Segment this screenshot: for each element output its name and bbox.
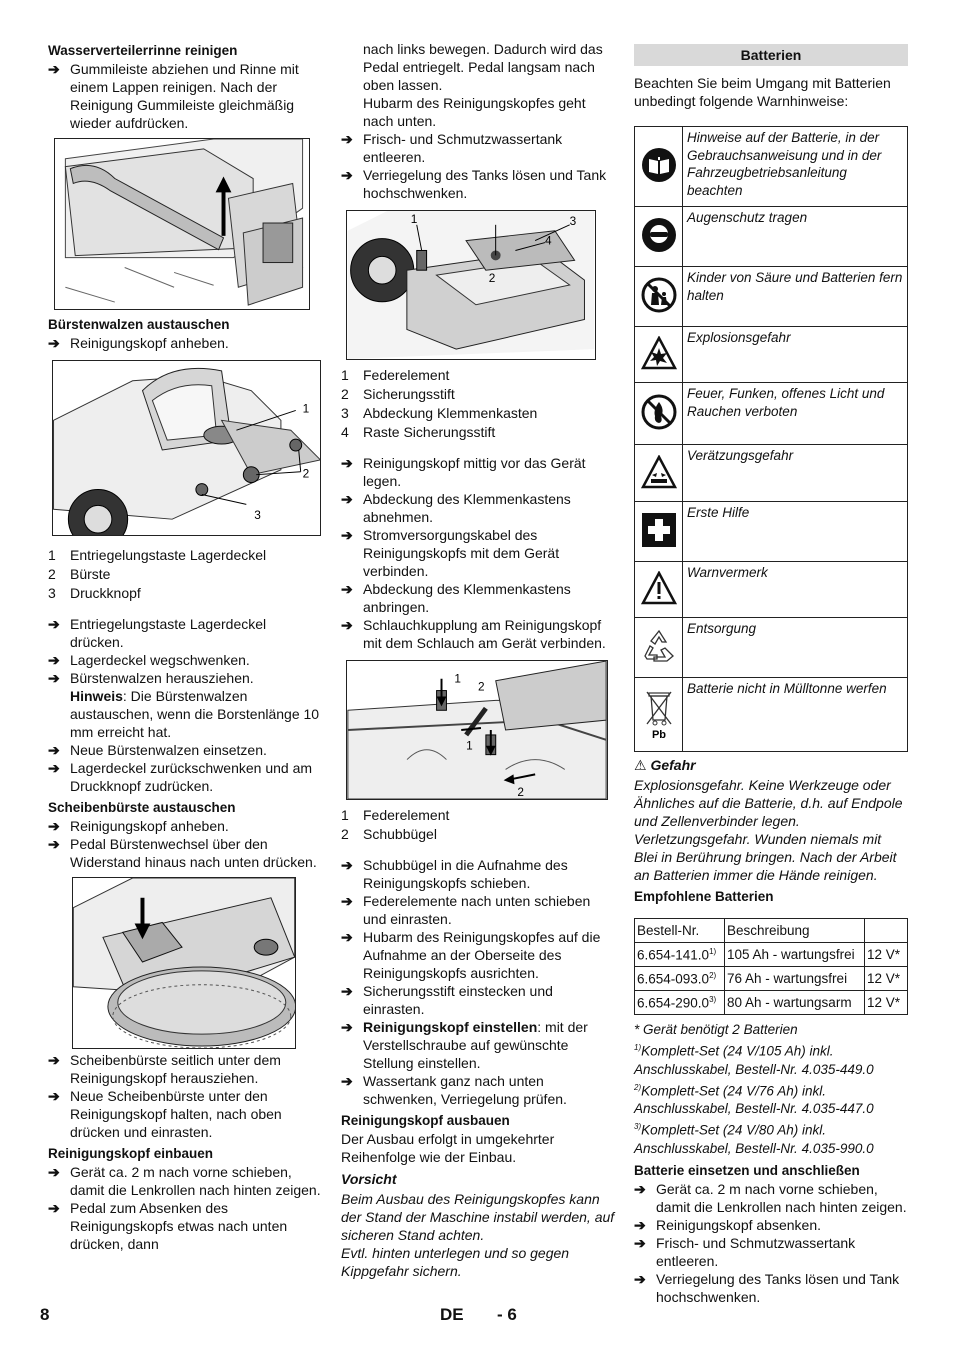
step	[48, 651, 322, 669]
danger-text: Explosionsgefahr. Keine Werkzeuge oder Ähnliches auf die Batterie, d.h. auf Endpole und Zellenverbinder legen.	[634, 777, 903, 829]
footnote: $^{1)}$Komplett-Set (24 V/105 Ah) inkl. Anschlusskabel, Bestell-Nr. 4.035-449.0	[634, 1043, 874, 1077]
footnote: $^{2)}$Komplett-Set (24 V/76 Ah) inkl. Anschlusskabel, Bestell-Nr. 4.035-447.0	[634, 1082, 874, 1116]
step	[634, 1216, 908, 1234]
step-list	[48, 817, 322, 871]
section-heading: Bürstenwalzen austauschen	[48, 317, 230, 332]
arrow-right-icon: ➔	[341, 167, 353, 183]
step	[48, 60, 322, 132]
legend-number: 1	[341, 807, 349, 823]
arrow-right-icon: ➔	[48, 1164, 60, 1180]
step-list	[48, 615, 322, 687]
step	[48, 1163, 322, 1199]
arrow-right-icon: ➔	[48, 61, 60, 77]
legend-text: Sicherungsstift	[363, 386, 455, 402]
step-list	[48, 60, 322, 132]
step-text: Frisch- und Schmutzwassertank entleeren.	[656, 1234, 856, 1269]
step-text: Reinigungskopf absenken.	[656, 1216, 822, 1233]
arrow-right-icon: ➔	[341, 491, 353, 507]
legend	[341, 366, 615, 442]
step-list	[48, 741, 322, 795]
step	[341, 454, 615, 490]
push-bracket-figure	[346, 660, 608, 800]
callout-1: 1	[466, 738, 473, 753]
step	[341, 490, 615, 526]
legend-number: 3	[341, 405, 349, 421]
legend-text: Bürste	[70, 566, 111, 582]
callout-1: 1	[410, 211, 418, 226]
step-text: Gerät ca. 2 m nach vorne schieben, damit die Lenkrollen nach hinten zeigen.	[656, 1180, 907, 1215]
step-text: Bürstenwalzen herausziehen.	[70, 670, 254, 686]
arrow-right-icon: ➔	[341, 1073, 353, 1089]
arrow-right-icon: ➔	[48, 818, 60, 834]
warning-row: Entsorgung	[635, 618, 908, 678]
table-row: 6.654-290.0$^{3)}$ 80 Ah - wartungsarm 12 V*	[635, 991, 908, 1015]
legend-number: 3	[48, 585, 56, 601]
legend-text: Schubbügel	[363, 826, 437, 842]
step-list	[634, 1180, 908, 1306]
legend-text: Raste Sicherungsstift	[363, 424, 496, 440]
step	[341, 580, 615, 616]
step	[341, 892, 615, 928]
step-text: Verriegelung des Tanks lösen und Tank hochschwenken.	[363, 167, 607, 201]
step	[48, 835, 322, 871]
warning-row: Augenschutz tragen	[635, 207, 908, 267]
step-text: Lagerdeckel zurückschwenken und am Druckknopf zudrücken.	[70, 760, 313, 794]
warning-row: Pb Batterie nicht in Mülltonne werfen	[635, 678, 908, 752]
step	[48, 741, 322, 759]
first-aid-icon	[641, 512, 677, 548]
step-text: Abdeckung des Klemmenkastens anbringen.	[363, 581, 571, 615]
callout-2: 2	[477, 679, 485, 694]
manual-icon	[641, 147, 677, 183]
callout-1: 1	[454, 671, 461, 686]
caution-label: Vorsicht	[341, 1171, 397, 1187]
step-list	[341, 454, 615, 652]
step-text: Federelemente nach unten schieben und einrasten.	[363, 893, 591, 927]
step	[634, 1270, 908, 1306]
legend-text: Entriegelungstaste Lagerdeckel	[70, 547, 267, 563]
arrow-right-icon: ➔	[48, 1088, 60, 1104]
brush-roller-figure	[52, 360, 321, 536]
step-list	[341, 856, 615, 1018]
callout-3: 3	[254, 508, 261, 523]
arrow-right-icon: ➔	[341, 617, 353, 633]
arrow-right-icon: ➔	[48, 652, 60, 668]
step	[341, 982, 615, 1018]
section-heading: Reinigungskopf ausbauen	[341, 1113, 510, 1128]
step	[48, 669, 322, 687]
arrow-right-icon: ➔	[341, 581, 353, 597]
legend-item	[48, 565, 322, 584]
legend-number: 1	[341, 367, 349, 383]
step-text: Verriegelung des Tanks lösen und Tank hochschwenken.	[656, 1270, 900, 1305]
step-text: Neue Bürstenwalzen einsetzen.	[70, 742, 267, 758]
arrow-right-icon: ➔	[341, 527, 353, 543]
arrow-right-icon: ➔	[48, 1052, 60, 1068]
arrow-right-icon: ➔	[48, 760, 60, 776]
legend-item	[48, 546, 322, 565]
corrosive-icon	[641, 455, 677, 489]
section-heading: Reinigungskopf einbauen	[48, 1146, 214, 1161]
legend-text: Abdeckung Klemmenkasten	[363, 405, 538, 421]
table-row: 6.654-093.0$^{2)}$ 76 Ah - wartungsfrei 12 V*	[635, 967, 908, 991]
tank-lock-figure	[346, 210, 596, 360]
step-text: Pedal zum Absenken des Reinigungskopfs etwas nach unten drücken, dann	[70, 1200, 288, 1252]
section-banner: Batterien	[634, 44, 908, 66]
column-2	[341, 40, 615, 1280]
warning-row: Explosionsgefahr	[635, 327, 908, 383]
step-text: Stromversorgungskabel des Reinigungskopfs mit dem Gerät verbinden.	[363, 527, 560, 579]
callout-2: 2	[488, 271, 496, 286]
step-text: Reinigungskopf mittig vor das Gerät legen.	[363, 455, 586, 489]
step	[341, 166, 615, 202]
warning-row: Warnvermerk	[635, 562, 908, 618]
table-row: 6.654-141.0$^{1)}$ 105 Ah - wartungsfrei 12 V*	[635, 943, 908, 967]
arrow-right-icon: ➔	[341, 893, 353, 909]
legend-number: 4	[341, 424, 349, 440]
legend-item	[341, 385, 615, 404]
water-channel-figure	[54, 138, 310, 310]
step-text: Gummileiste abziehen und Rinne mit einem Lappen reinigen. Nach der Reinigung Gummileiste gleichmäßig wieder aufdrücken.	[70, 61, 299, 131]
arrow-right-icon: ➔	[341, 131, 353, 147]
step	[48, 1087, 322, 1141]
step	[341, 526, 615, 580]
legend-text: Federelement	[363, 367, 450, 383]
arrow-right-icon: ➔	[634, 1270, 646, 1287]
arrow-right-icon: ➔	[341, 983, 353, 999]
legend-number: 2	[341, 386, 349, 402]
caution-text: Beim Ausbau des Reinigungskopfes kann der Stand der Maschine instabil werden, auf sicheren Stand achten.	[341, 1191, 615, 1243]
step	[341, 856, 615, 892]
callout-1: 1	[302, 401, 310, 416]
step-text: Lagerdeckel wegschwenken.	[70, 652, 250, 668]
legend-number: 2	[48, 566, 56, 582]
warning-row: Feuer, Funken, offenes Licht und Rauchen verboten	[635, 383, 908, 445]
step-list	[48, 1051, 322, 1141]
legend	[48, 546, 322, 603]
sub-page-number: - 6	[497, 1305, 517, 1324]
step	[341, 928, 615, 982]
warning-row: Erste Hilfe	[635, 502, 908, 562]
legend-item	[341, 366, 615, 385]
section-heading: Scheibenbürste austauschen	[48, 800, 236, 815]
arrow-right-icon: ➔	[341, 857, 353, 873]
continued-text: nach links bewegen. Dadurch wird das Pedal entriegelt. Pedal langsam nach oben lassen.	[363, 41, 603, 93]
arrow-right-icon: ➔	[341, 929, 353, 945]
callout-4: 4	[545, 233, 552, 248]
step-text: Wassertank ganz nach unten schwenken, Verriegelung prüfen.	[363, 1073, 567, 1107]
eye-protection-icon	[641, 217, 677, 253]
legend-item	[341, 825, 615, 844]
legend-text: Federelement	[363, 807, 450, 823]
pb-label: Pb	[651, 729, 666, 740]
arrow-right-icon: ➔	[341, 455, 353, 471]
warning-row: Verätzungsgefahr	[635, 445, 908, 502]
danger-heading: ⚠ Gefahr	[634, 757, 696, 773]
step	[48, 817, 322, 835]
caution-text: Evtl. hinten unterlegen und so gegen Kippgefahr sichern.	[341, 1245, 570, 1279]
disc-brush-figure	[72, 877, 296, 1049]
table-header-row: Bestell-Nr. Beschreibung	[635, 919, 908, 943]
intro-text: Beachten Sie beim Umgang mit Batterien unbedingt folgende Warnhinweise:	[634, 75, 891, 109]
step-text: Reinigungskopf anheben.	[70, 818, 229, 834]
arrow-right-icon: ➔	[48, 1200, 60, 1216]
column-1	[48, 40, 322, 1253]
legend-item	[341, 404, 615, 423]
step	[341, 616, 615, 652]
arrow-right-icon: ➔	[634, 1234, 646, 1251]
arrow-right-icon: ➔	[48, 616, 60, 632]
arrow-right-icon: ➔	[48, 670, 60, 686]
step-text: Schubbügel in die Aufnahme des Reinigungskopfs schieben.	[363, 857, 568, 891]
legend-number: 2	[341, 826, 349, 842]
step: ➔ Reinigungskopf einstellen: mit der Verstellschraube auf gewünschte Stellung einstellen.	[341, 1019, 588, 1071]
step-text: Pedal Bürstenwechsel über den Widerstand hinaus nach unten drücken.	[70, 836, 317, 870]
hint: Hinweis: Die Bürstenwalzen austauschen, wenn die Borstenlänge 10 mm erreicht hat.	[70, 688, 320, 740]
warning-row: Kinder von Säure und Batterien fern halten	[635, 267, 908, 327]
footnote: $^{3)}$Komplett-Set (24 V/80 Ah) inkl. Anschlusskabel, Bestell-Nr. 4.035-990.0	[634, 1122, 874, 1156]
legend-item	[341, 806, 615, 825]
language-code: DE	[440, 1305, 464, 1324]
battery-table	[634, 918, 908, 1015]
warning-triangle-icon: ⚠	[634, 757, 647, 773]
column-3	[634, 44, 908, 1306]
step	[634, 1180, 908, 1216]
section-heading: Batterie einsetzen und anschließen	[634, 1162, 860, 1178]
step-list	[48, 1163, 322, 1253]
recycling-icon	[640, 628, 678, 664]
legend-item	[341, 423, 615, 442]
section-heading: Empfohlene Batterien	[634, 889, 774, 904]
warning-row: Hinweise auf der Batterie, in der Gebrauchsanweisung und in der Fahrzeugbetriebsanleitung beachten	[635, 127, 908, 207]
step	[634, 1234, 908, 1270]
callout-2: 2	[517, 785, 524, 799]
arrow-right-icon: ➔	[48, 335, 60, 351]
step-text: Neue Scheibenbürste unter den Reinigungskopf halten, nach oben drücken und einrasten.	[70, 1088, 282, 1140]
footnote: * Gerät benötigt 2 Batterien	[634, 1022, 798, 1037]
step-text: Abdeckung des Klemmenkastens abnehmen.	[363, 491, 571, 525]
arrow-right-icon: ➔	[634, 1216, 646, 1233]
legend-text: Druckknopf	[70, 585, 141, 601]
step: ➔ Reinigungskopf anheben.	[48, 335, 229, 351]
step-list	[341, 130, 615, 202]
step-text: Sicherungsstift einstecken und einrasten.	[363, 983, 553, 1017]
legend-item	[48, 584, 322, 603]
danger-text: Verletzungsgefahr. Wunden niemals mit Blei in Berührung bringen. Nach der Arbeit an Batterien immer die Hände reinigen.	[634, 831, 897, 883]
no-trash-bin-icon	[641, 686, 677, 740]
step	[48, 1051, 322, 1087]
keep-children-away-icon	[641, 277, 677, 313]
callout-2: 2	[302, 466, 310, 481]
step-text: Schlauchkupplung am Reinigungskopf mit dem Schlauch am Gerät verbinden.	[363, 617, 606, 651]
arrow-right-icon: ➔	[48, 742, 60, 758]
paragraph: Der Ausbau erfolgt in umgekehrter Reihenfolge wie der Einbau.	[341, 1131, 555, 1165]
arrow-right-icon: ➔	[341, 1019, 353, 1035]
arrow-right-icon: ➔	[634, 1180, 646, 1197]
step	[341, 1072, 615, 1108]
step-text: Gerät ca. 2 m nach vorne schieben, damit die Lenkrollen nach hinten zeigen.	[70, 1164, 321, 1198]
step-text: Scheibenbürste seitlich unter dem Reinigungskopf herausziehen.	[70, 1052, 281, 1086]
step-text: Frisch- und Schmutzwassertank entleeren.	[363, 131, 563, 165]
warning-table	[634, 126, 908, 752]
arrow-right-icon: ➔	[48, 836, 60, 852]
step	[48, 1199, 322, 1253]
callout-3: 3	[569, 213, 577, 228]
continued-text: Hubarm des Reinigungskopfes geht nach unten.	[363, 95, 586, 129]
step-text: Hubarm des Reinigungskopfes auf die Aufnahme an der Oberseite des Reinigungskopfs ausrichten.	[363, 929, 601, 981]
no-fire-icon	[641, 394, 677, 430]
page-number: 8	[40, 1305, 50, 1324]
step	[341, 130, 615, 166]
section-heading: Wasserverteilerrinne reinigen	[48, 43, 238, 58]
explosion-icon	[641, 336, 677, 370]
legend	[341, 806, 615, 844]
legend-number: 1	[48, 547, 56, 563]
warning-icon	[641, 571, 677, 605]
step	[48, 759, 322, 795]
step-list	[341, 1072, 615, 1108]
step	[48, 615, 322, 651]
step-text: Entriegelungstaste Lagerdeckel drücken.	[70, 616, 267, 650]
